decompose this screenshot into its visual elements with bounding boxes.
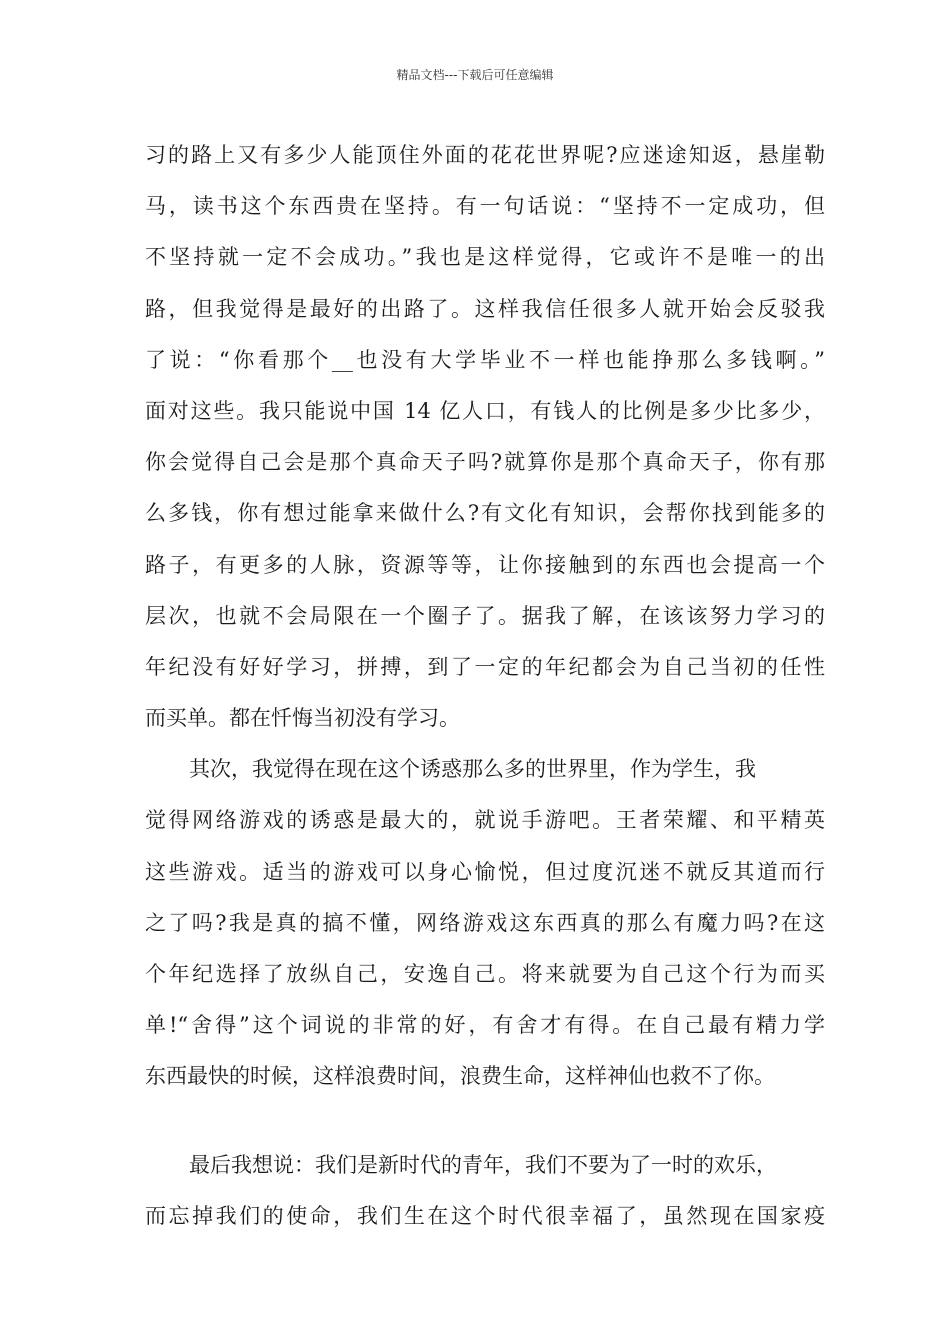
text-line: 单!“舍得”这个词说的非常的好，有舍才有得。在自己最有精力学: [145, 1013, 825, 1038]
text-line: 么多钱，你有想过能拿来做什么?有文化有知识，会帮你找到能多的: [145, 501, 825, 526]
paragraph-2: [145, 744, 825, 1102]
paragraph-1: [145, 130, 825, 744]
text-line: 而忘掉我们的使命，我们生在这个时代很幸福了，虽然现在国家疫: [145, 1203, 825, 1228]
paragraph-gap: [145, 1103, 825, 1140]
text-line: 而买单。都在忏悔当初没有学习。: [145, 706, 460, 731]
text-line: 其次，我觉得在现在这个诱惑那么多的世界里，作为学生，我: [189, 757, 756, 782]
text-line: 这些游戏。适当的游戏可以身心愉悦，但过度沉迷不就反其道而行: [145, 859, 825, 884]
text-line: 不坚持就一定不会成功。”我也是这样觉得，它或许不是唯一的出: [145, 245, 825, 270]
text-line: 马，读书这个东西贵在坚持。有一句话说：“坚持不一定成功，但: [145, 194, 825, 219]
paragraph-3: [145, 1140, 825, 1242]
text-line: 了说：“你看那个__也没有大学毕业不一样也能挣那么多钱啊。”: [145, 347, 825, 372]
page-header: 精品文档---下载后可任意编辑: [396, 68, 554, 82]
text-line: 最后我想说：我们是新时代的青年，我们不要为了一时的欢乐，: [189, 1152, 777, 1177]
text-line: 个年纪选择了放纵自己，安逸自己。将来就要为自己这个行为而买: [145, 962, 825, 986]
text-line: 年纪没有好好学习，拼搏，到了一定的年纪都会为自己当初的任性: [145, 654, 825, 679]
text-line: 觉得网络游戏的诱惑是最大的，就说手游吧。王者荣耀、和平精英: [145, 808, 825, 833]
text-line: 之了吗?我是真的搞不懂，网络游戏这东西真的那么有魔力吗?在这: [145, 910, 825, 935]
document-body: [145, 130, 825, 1242]
text-line: 面对这些。我只能说中国 14 亿人口，有钱人的比例是多少比多少，: [145, 398, 825, 423]
text-line: 路，但我觉得是最好的出路了。这样我信任很多人就开始会反驳我: [145, 296, 825, 321]
text-line: 习的路上又有多少人能顶住外面的花花世界呢?应迷途知返，悬崖勒: [145, 143, 825, 167]
text-line: 你会觉得自己会是那个真命天子吗?就算你是那个真命天子，你有那: [145, 450, 825, 475]
text-line: 路子，有更多的人脉，资源等等，让你接触到的东西也会提高一个: [145, 552, 825, 577]
text-line: 东西最快的时候，这样浪费时间，浪费生命，这样神仙也救不了你。: [145, 1064, 775, 1089]
text-line: 层次，也就不会局限在一个圈子了。据我了解，在该该努力学习的: [145, 603, 825, 628]
